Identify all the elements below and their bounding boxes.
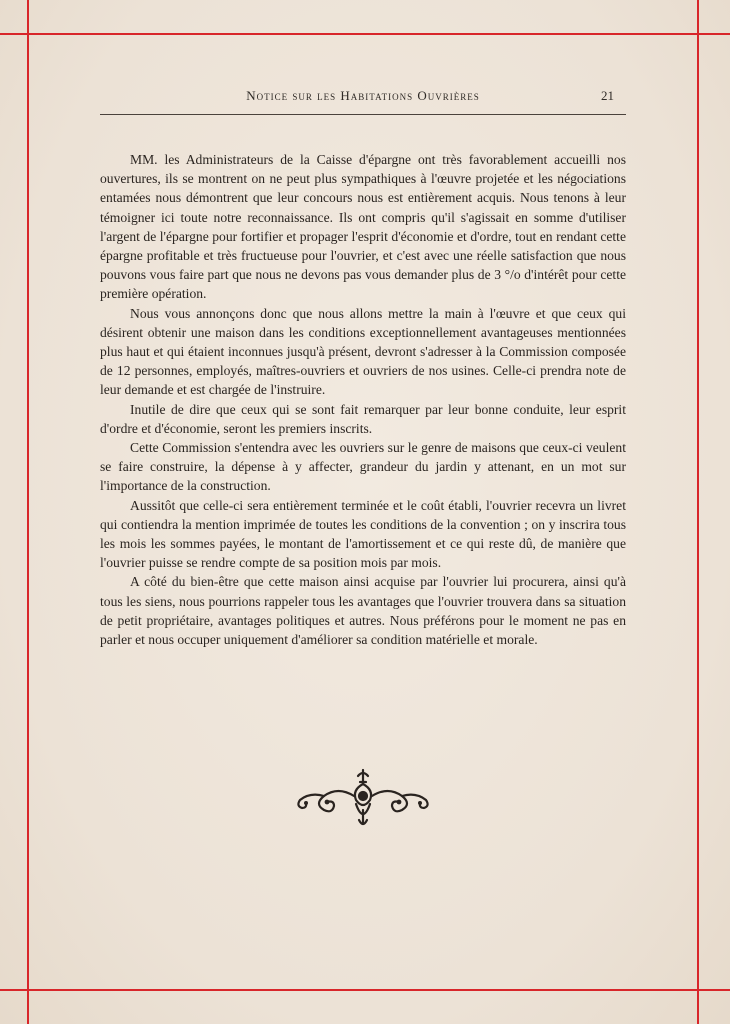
border-rule-right [697, 0, 699, 1024]
page-number: 21 [601, 88, 614, 103]
running-title: Notice sur les Habitations Ouvrières [246, 88, 480, 103]
border-rule-left [27, 0, 29, 1024]
fleuron-ornament-icon [290, 766, 436, 830]
running-head [100, 88, 626, 108]
body-text [100, 150, 626, 649]
paragraph: Nous vous annonçons donc que nous allons mettre la main à l'œuvre et que ceux qui désirent obtenir une maison dans les conditions exceptionnellement avantageuses mentionnées plus haut et qui étaient inconnues jusqu'à présent, devront s'adresser à la Commission composée de 12 personnes, employés, maîtres-ouvriers et ouvriers de nos usines. Celle-ci prendra note de leur demande et est chargée de l'instruire. [100, 305, 626, 398]
header-divider [100, 114, 626, 115]
border-rule-top [0, 33, 730, 35]
paragraph: Aussitôt que celle-ci sera entièrement terminée et le coût établi, l'ouvrier recevra un livret qui contiendra la mention imprimée de toutes les conditions de la convention ; on y inscrira tous les mois les sommes payées, le montant de l'amortissement et ce qui reste dû, de manière que l'ouvrier puisse se rendre compte de sa position mois par mois. [100, 497, 626, 571]
paragraph: MM. les Administrateurs de la Caisse d'épargne ont très favorablement accueilli nos ouvertures, ils se montrent on ne peut plus sympathiques à l'œuvre projetée et les négociations entamées nous démontrent que leur concours nous est entièrement acquis. Nous tenons à leur témoigner ici toute notre reconnaissance. Ils ont compris qu'il s'agissait en somme d'utiliser l'argent de l'épargne pour fortifier et propager l'esprit d'économie et d'ordre, tout en rendant cette épargne profitable et très fructueuse pour l'ouvrier, et c'est avec une réelle satisfaction que nous pouvons vous faire part que nous ne devons pas vous demander plus de 3 °/o d'intérêt pour cette première opération. [100, 152, 626, 302]
paragraph: Cette Commission s'entendra avec les ouvriers sur le genre de maisons que ceux-ci veulent se faire construire, la dépense à y affecter, grandeur du jardin y attenant, en un mot sur l'importance de la construction. [100, 440, 626, 494]
border-rule-bottom [0, 989, 730, 991]
paragraph: Inutile de dire que ceux qui se sont fait remarquer par leur bonne conduite, leur esprit d'ordre et d'économie, seront les premiers inscrits. [100, 401, 626, 436]
paragraph: A côté du bien-être que cette maison ainsi acquise par l'ouvrier lui procurera, ainsi qu'à tous les siens, nous pourrions rappeler tous les avantages que l'ouvrier trouvera dans sa situation de petit propriétaire, avantages politiques et autres. Nous préférons pour le moment ne pas en parler et nous occuper uniquement d'améliorer sa condition matérielle et morale. [100, 574, 626, 648]
